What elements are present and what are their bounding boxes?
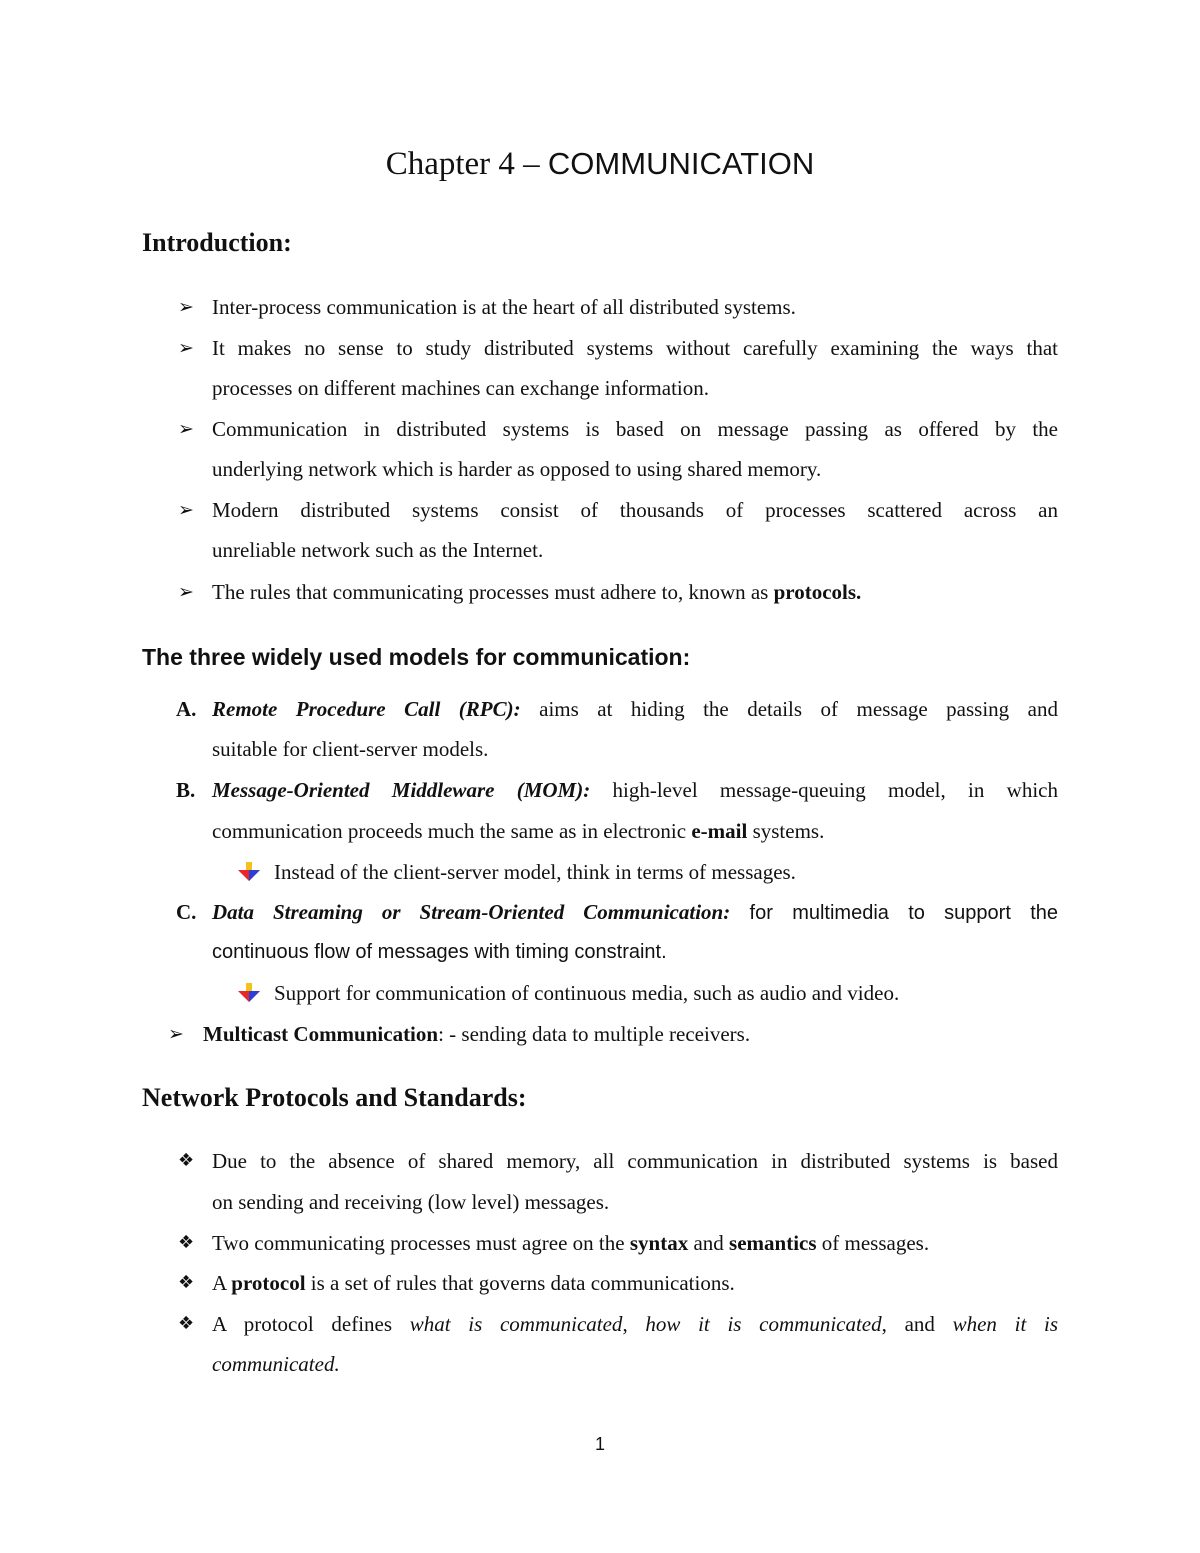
intro-item-3-line-1: Communication in distributed systems is based on message passing as offered by the: [212, 417, 1058, 441]
models-heading: The three widely used models for communication:: [142, 644, 691, 670]
page-number: 1: [594, 1434, 605, 1454]
intro-item-3-line-2: underlying network which is harder as opposed to using shared memory.: [212, 457, 822, 481]
model-a-desc: aims at hiding the details of message passing and: [520, 697, 1058, 721]
arrow-bullet-icon: ➢: [168, 1023, 184, 1045]
protocol-term: protocol: [231, 1271, 306, 1295]
what-phrase: what is communicated: [409, 1312, 623, 1336]
intro-item-5-text: The rules that communicating processes must adhere to, known as: [212, 580, 774, 604]
model-b-line-2-pre: communication proceeds much the same as in electronic: [212, 819, 692, 843]
model-c-letter: C.: [176, 900, 197, 924]
protocols-term: protocols.: [773, 580, 862, 604]
down-arrow-bullet-icon: [238, 862, 260, 882]
diamond-bullet-icon: ❖: [178, 1313, 195, 1334]
network-item-4-line-2: [212, 1349, 340, 1379]
network-item-4-line-1: [212, 1309, 1058, 1339]
model-a-line-2: suitable for client-server models.: [212, 737, 489, 761]
multicast-term: Multicast Communication: [203, 1022, 439, 1046]
arrow-bullet-icon: ➢: [178, 296, 194, 318]
network-item-3-pre: A: [212, 1271, 232, 1295]
model-b-line-1: [212, 775, 1058, 805]
model-b-desc: high-level message-queuing model, in which: [590, 778, 1058, 802]
intro-item-4-line-2: unreliable network such as the Internet.: [212, 538, 544, 562]
title-prefix: Chapter 4 –: [385, 146, 548, 182]
email-term: e-mail: [691, 819, 748, 843]
arrow-bullet-icon: ➢: [178, 499, 194, 521]
model-a-line-1: [212, 694, 1058, 724]
comma-1: ,: [622, 1312, 646, 1336]
model-b-name: Message-Oriented Middleware (MOM):: [212, 778, 591, 802]
intro-item-2-line-1: It makes no sense to study distributed systems without carefully examining the ways that: [212, 336, 1058, 360]
arrow-bullet-icon: ➢: [178, 337, 194, 359]
network-item-2-post: of messages.: [816, 1231, 930, 1255]
intro-item-2-line-2: processes on different machines can exchange information.: [212, 376, 710, 400]
comma-and: , and: [881, 1312, 953, 1336]
network-item-1-line-2: on sending and receiving (low level) messages.: [212, 1190, 610, 1214]
down-arrow-bullet-icon: [238, 983, 260, 1003]
model-b-line-2-post: systems.: [747, 819, 825, 843]
model-c-name: Data Streaming or Stream-Oriented Communication:: [212, 900, 731, 924]
model-c-subitem: Support for communication of continuous media, such as audio and video.: [274, 981, 900, 1005]
intro-item-4-line-1: Modern distributed systems consist of thousands of processes scattered across an: [212, 498, 1058, 522]
how-phrase: how it is communicated: [645, 1312, 882, 1336]
arrow-bullet-icon: ➢: [178, 581, 194, 603]
when-phrase: when it is: [952, 1312, 1058, 1336]
model-c-desc: for multimedia to support the: [730, 902, 1058, 924]
syntax-term: syntax: [629, 1231, 689, 1255]
model-c-line-2: continuous flow of messages with timing constraint.: [212, 941, 667, 963]
intro-heading: Introduction:: [142, 228, 292, 257]
network-item-1-line-1: Due to the absence of shared memory, all communication in distributed systems is based: [212, 1149, 1058, 1173]
intro-item-5: [212, 577, 861, 607]
intro-item-1: Inter-process communication is at the heart of all distributed systems.: [212, 295, 796, 319]
model-a-letter: A.: [176, 697, 197, 721]
network-item-3: [212, 1268, 735, 1298]
network-item-3-post: is a set of rules that governs data communications.: [305, 1271, 735, 1295]
model-b-line-2: [212, 816, 824, 846]
title-main: COMMUNICATION: [547, 146, 815, 181]
multicast-desc: : - sending data to multiple receivers.: [438, 1022, 751, 1046]
communicated-word: communicated.: [212, 1352, 340, 1376]
multicast-item: [203, 1019, 750, 1049]
network-item-2: [212, 1228, 929, 1258]
network-item-2-mid: and: [688, 1231, 730, 1255]
diamond-bullet-icon: ❖: [178, 1232, 195, 1253]
diamond-bullet-icon: ❖: [178, 1272, 195, 1293]
model-c-line-1: [212, 897, 1058, 928]
network-item-4-pre: A protocol defines: [212, 1312, 410, 1336]
model-a-name: Remote Procedure Call (RPC):: [212, 697, 521, 721]
network-heading: Network Protocols and Standards:: [142, 1083, 527, 1112]
model-b-subitem: Instead of the client-server model, think in terms of messages.: [274, 860, 796, 884]
page-title: [0, 142, 1200, 186]
arrow-bullet-icon: ➢: [178, 418, 194, 440]
semantics-term: semantics: [729, 1231, 817, 1255]
network-item-2-pre: Two communicating processes must agree on the: [212, 1231, 630, 1255]
model-b-letter: B.: [176, 778, 196, 802]
diamond-bullet-icon: ❖: [178, 1150, 195, 1171]
